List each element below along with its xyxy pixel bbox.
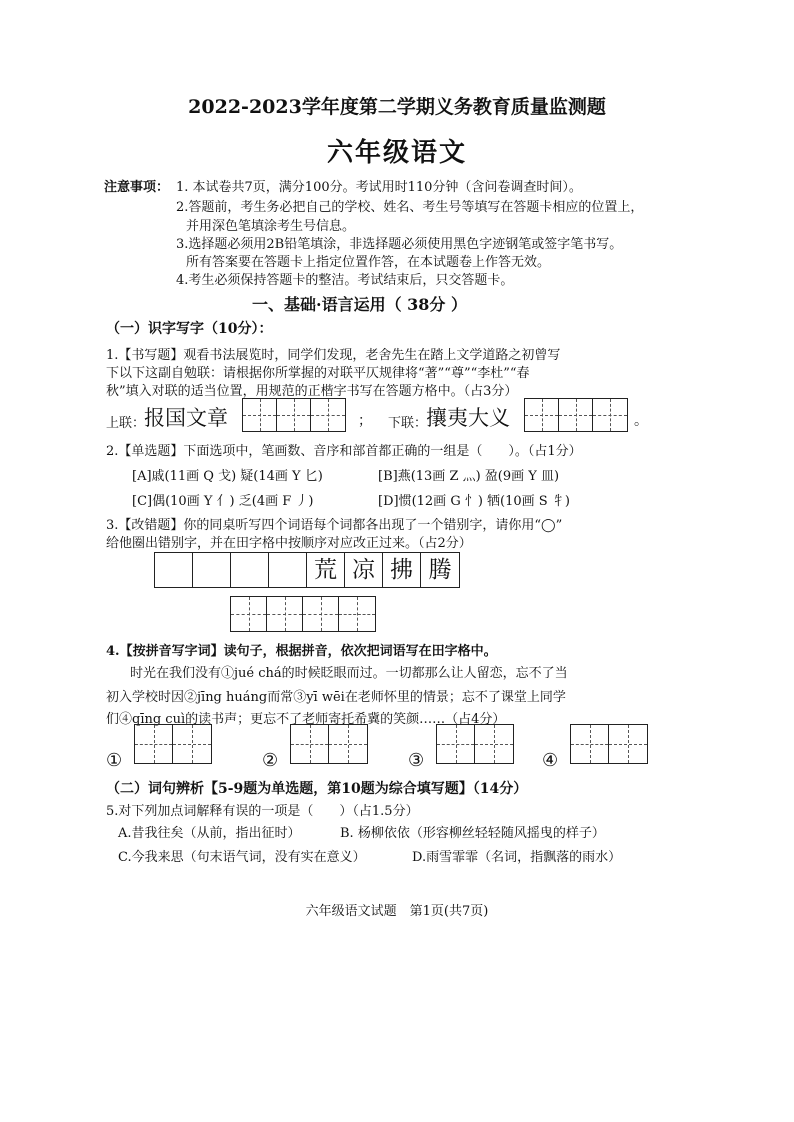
q4-num-3: ③ [408,750,425,771]
exam-title: 2022-2023学年度第二学期义务教育质量监测题 [188,96,606,118]
q3-blank-cell [155,553,193,587]
notes-label: 注意事项： [104,180,170,195]
q3-blank-cell [231,553,269,587]
q3-word-boxes [154,552,460,588]
q1-line1: 1.【书写题】观看书法展览时，同学们发现，老舍先生在踏上文学道路之初曾写 [106,348,561,363]
q4-num-2: ② [262,750,279,771]
q4-grid-4[interactable] [570,724,648,764]
q3-word-1[interactable]: 荒 [307,553,345,587]
page-footer: 六年级语文试题 第1页(共7页) [305,904,489,919]
q4-line4: 们④qīng cuì的读书声；更忘不了老师寄托希冀的笑颜……（占4分） [106,712,506,727]
subsection-1-title: （一）识字写字（10分）： [106,321,273,337]
note-item-2b: 并用深色笔填涂考生号信息。 [186,219,356,234]
q5-option-a[interactable]: A.昔我往矣（从前，指出征时） [118,826,301,841]
q5-option-c[interactable]: C.今我来思（句末语气词，没有实在意义） [118,850,366,865]
q2-option-c[interactable]: [C]偶(10画 Y 亻) 乏(4画 F 丿) [132,494,314,509]
section-title: 一、基础·语言运用（ 38分 ） [252,295,467,314]
note-item-3: 3.选择题必须用2B铅笔填涂，非选择题必须使用黑色字迹钢笔或签字笔书写。 [176,237,623,252]
couplet-semicolon: ； [358,413,372,429]
q3-word-4[interactable]: 腾 [428,557,452,583]
upper-couplet-text: 报国文章 [144,406,228,430]
q4-num-1: ① [106,750,123,771]
note-item-3b: 所有答案要在答题卡上指定位置作答，在本试题卷上作答无效。 [186,255,551,270]
q1-line2: 下以下这副自勉联：请根据你所掌握的对联平仄规律将“著”“尊”“李杜”“春 [106,366,530,381]
note-item-4: 4.考生必须保持答题卡的整洁。考试结束后，只交答题卡。 [176,273,514,288]
q3-correction-grid[interactable] [230,596,376,632]
subject-title: 六年级语文 [326,138,467,168]
q5-option-b[interactable]: B. 杨柳依依（形容柳丝轻轻随风摇曳的样子） [340,826,605,841]
upper-couplet-grid[interactable] [242,398,346,432]
couplet-period: 。 [634,413,648,429]
q4-grid-3[interactable] [436,724,514,764]
note-item-2: 2.答题前，考生务必把自己的学校、姓名、考生号等填写在答题卡相应的位置上， [176,200,644,215]
q3-line1: 3.【改错题】你的同桌听写四个词语每个词都各出现了一个错别字，请你用“◯” [106,518,563,533]
q3-line2: 给他圈出错别字，并在田字格中按顺序对应改正过来。（占2分） [106,536,472,551]
lower-couplet-text: 攘夷大义 [426,406,510,430]
note-item-1: 1. 本试卷共7页，满分100分。考试用时110分钟（含问卷调查时间）。 [176,180,582,195]
q1-line3: 秋”填入对联的适当位置，用规范的正楷字书写在答题方格中。（占3分） [106,384,518,399]
q4-grid-2[interactable] [290,724,368,764]
lower-couplet-label: 下联： [388,416,428,431]
q3-word-2[interactable]: 凉 [345,553,383,587]
q2-option-a[interactable]: [A]戚(11画 Q 戈) 疑(14画 Y 匕) [132,469,323,484]
q4-line1: 4.【按拼音写字词】读句子，根据拼音，依次把词语写在田字格中。 [106,644,497,659]
lower-couplet-grid[interactable] [524,398,628,432]
upper-couplet-label: 上联： [106,416,146,431]
q3-blank-cell [269,553,307,587]
q2-option-b[interactable]: [B]燕(13画 Z 灬) 盈(9画 Y 皿) [378,469,560,484]
q3-word-3[interactable]: 拂 [383,553,421,587]
q4-line2: 时光在我们没有①jué chá的时候眨眼而过。一切都那么让人留恋，忘不了当 [130,666,568,681]
q2-stem: 2.【单选题】下面选项中，笔画数、音序和部首都正确的一组是（ ）。（占1分） [106,444,582,459]
q5-option-d[interactable]: D.雨雪霏霏（名词，指飘落的雨水） [412,850,622,865]
q5-stem: 5.对下列加点词解释有误的一项是（ ）（占1.5分） [106,804,419,819]
q2-option-d[interactable]: [D]惯(12画 G 忄) 牺(10画 S 牜) [378,494,570,509]
q4-num-4: ④ [542,750,559,771]
subsection-2-title: （二）词句辨析【5-9题为单选题，第10题为综合填写题】（14分） [106,781,528,797]
q4-line3: 初入学校时因②jīng huáng而常③yī wēi在老师怀里的情景；忘不了课堂上同学 [106,690,566,705]
q4-grid-1[interactable] [134,724,212,764]
q3-blank-cell [193,553,231,587]
